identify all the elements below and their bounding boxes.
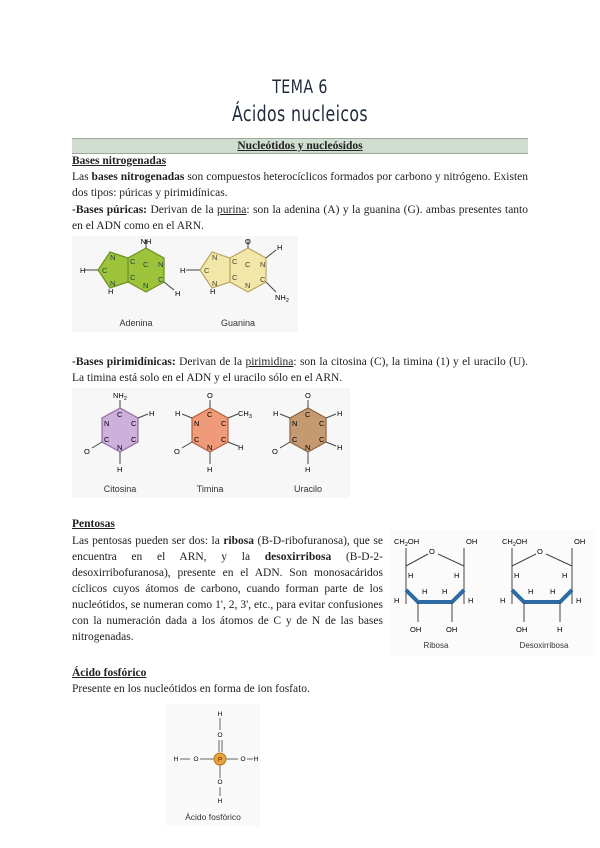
bases-puricas-text: -Bases púricas: Derivan de la purina: son la adenina (A) y la guanina (G). ambas presentes tanto en el ADN como en el ARN. — [72, 204, 528, 232]
uracil-h-left: H — [273, 409, 279, 418]
adenine-c8: C — [102, 266, 108, 275]
fosforico-text: Presente en los nucleótidos en forma de ion fosfato. — [72, 683, 310, 695]
purines-figure-bg — [72, 236, 298, 332]
phos-h-bottom: H — [217, 798, 223, 805]
deoxyribose-caption: Desoxirribosa — [519, 641, 569, 650]
thymine-c4: C — [207, 410, 213, 419]
fosforico-heading: Ácido fosfórico — [72, 667, 147, 679]
cytosine-c5: C — [131, 419, 137, 428]
guanine-c6: C — [245, 260, 251, 269]
pentosas-heading: Pentosas — [72, 518, 115, 530]
uracil-caption: Uracilo — [293, 484, 323, 494]
adenine-n3: N — [143, 281, 149, 290]
phosphoric-caption: Ácido fosfórico — [185, 812, 241, 822]
adenine-c2: C — [158, 275, 164, 284]
adenine-c1: C — [143, 260, 149, 269]
thymine-h-left: H — [175, 409, 181, 418]
phos-h-top: H — [217, 711, 223, 718]
bases-heading: Bases nitrogenadas — [72, 155, 167, 167]
guanine-h-bottom: H — [210, 287, 216, 296]
adenine-h-bottom: H — [108, 287, 114, 296]
uracil-n3: N — [292, 419, 298, 428]
cytosine-nh2: $NH_2$ — [113, 391, 127, 402]
uracil-h-right: H — [337, 443, 343, 452]
deoxy-h3: H — [500, 596, 506, 605]
phos-o-right: O — [240, 756, 246, 763]
document-subtitle: Ácidos nucleicos — [232, 102, 368, 126]
thymine-o-top: O — [207, 391, 213, 400]
adenine-n9: N — [110, 279, 116, 288]
thymine-o-bottom: O — [174, 447, 180, 456]
thymine-c2: C — [194, 435, 200, 444]
thymine-n1: N — [207, 443, 213, 452]
pentosas-text: Las pentosas pueden ser dos: la ribosa (Β-D-ribofuranosa), que se encuentra en el ARN, y la desoxirribosa (Β-D-2-desoxirribofuranosa), presente en el ADN. Son monosacáridos cíclicos cuyos átomos de carbono, cuando forman parte de los nucleótidos, se numeran como 1', 2, 3', etc., para evitar confusiones con la numeración dada a los átomos de C y de N de las bases nitrogenadas. — [72, 535, 384, 643]
cytosine-n1: N — [117, 443, 123, 452]
thymine-c6: C — [221, 435, 227, 444]
adenine-nh2: NH — [140, 237, 152, 246]
phosphoric-acid-figure — [166, 704, 260, 826]
adenine-caption: Adenina — [119, 318, 153, 328]
uracil-h-top-right: H — [337, 409, 343, 418]
uracil-o-top: O — [305, 391, 311, 400]
deoxy-oh-left: OH — [516, 625, 528, 634]
deoxy-oh-top: OH — [574, 537, 586, 546]
ribose-caption: Ribosa — [423, 641, 449, 650]
cytosine-o: O — [84, 447, 90, 456]
cytosine-n3: N — [104, 419, 110, 428]
deoxy-h2: H — [562, 571, 568, 580]
cytosine-h1: H — [149, 409, 155, 418]
phos-h-right: H — [253, 756, 259, 763]
uracil-c4: C — [305, 410, 311, 419]
cytosine-caption: Citosina — [103, 484, 137, 494]
thymine-c5: C — [221, 419, 227, 428]
ribose-ch2oh: $CH_2OH$ — [394, 537, 420, 548]
adenine-h-left: H — [80, 266, 86, 275]
section-banner — [72, 138, 528, 154]
ribose-oh-left: OH — [410, 625, 422, 634]
section-banner-label: Nucleótidos y nucleósidos — [237, 140, 363, 152]
cytosine-c4: C — [117, 410, 123, 419]
guanine-h-left: H — [180, 266, 186, 275]
guanine-n7: N — [212, 253, 218, 262]
guanine-c8: C — [204, 266, 210, 275]
deoxy-h5: H — [528, 587, 534, 596]
phos-p: P — [217, 756, 223, 764]
phos-o-bottom: O — [217, 779, 223, 786]
uracil-o-bottom: O — [272, 447, 278, 456]
uracil-c5: C — [319, 419, 325, 428]
ribose-oh-top: OH — [466, 537, 478, 546]
ribose-ring-o: O — [429, 547, 435, 556]
ribose-h3: H — [394, 596, 400, 605]
deoxy-ch2oh: $CH_2OH$ — [502, 537, 528, 548]
deoxy-h6: H — [550, 587, 556, 596]
guanine-n3: N — [245, 281, 251, 290]
adenine-n7: N — [110, 253, 116, 262]
pentoses-figure-bg — [390, 530, 596, 656]
ribose-h4: H — [468, 596, 474, 605]
document-title: TEMA 6 — [272, 76, 328, 98]
thymine-ch3: $CH_3$ — [238, 409, 252, 420]
guanine-c4: C — [232, 273, 238, 282]
phos-o-left: O — [193, 756, 199, 763]
bases-intro: Las bases nitrogenadas son compuestos heterocíclicos formados por carbono y nitrógeno. Existen dos tipos: púricas y pirimidínicas. — [72, 171, 528, 199]
thymine-h-right: H — [238, 443, 244, 452]
guanine-caption: Guanina — [220, 318, 256, 328]
adenine-n1: N — [158, 260, 164, 269]
phos-h-left: H — [173, 756, 179, 763]
adenine-c4: C — [130, 273, 136, 282]
ribose-h2: H — [454, 571, 460, 580]
deoxy-h1: H — [514, 571, 520, 580]
ribose-oh-right: OH — [446, 625, 458, 634]
thymine-n3: N — [194, 419, 200, 428]
guanine-c2: C — [260, 275, 266, 284]
uracil-n1: N — [305, 443, 311, 452]
deoxy-h-bottom: H — [557, 625, 563, 634]
cytosine-h2: H — [117, 465, 123, 474]
adenine-h-right: H — [175, 289, 181, 298]
phosphoric-figure-bg — [166, 704, 260, 826]
guanine-n1: N — [260, 260, 266, 269]
ribose-h5: H — [422, 587, 428, 596]
pyrimidines-figure — [72, 388, 350, 498]
deoxy-h4: H — [576, 596, 582, 605]
uracil-c2: C — [292, 435, 298, 444]
ribose-h1: H — [408, 571, 414, 580]
bases-pirimidinicas-text: -Bases pirimidínicas: Derivan de la pirimidina: son la citosina (C), la timina (1) y el uracilo (U). La timina está solo en el ADN y el uracilo sólo en el ARN. — [72, 356, 528, 384]
uracil-c6: C — [319, 435, 325, 444]
uracil-h-bottom: H — [305, 465, 311, 474]
guanine-n9: N — [212, 279, 218, 288]
cytosine-c6: C — [131, 435, 137, 444]
thymine-caption: Timina — [196, 484, 224, 494]
pentoses-figure — [390, 530, 596, 656]
purines-figure — [72, 236, 298, 332]
adenine-c5: C — [130, 257, 136, 266]
guanine-nh2: $NH_2$ — [275, 293, 289, 304]
cytosine-c2: C — [104, 435, 110, 444]
thymine-h-bottom: H — [207, 465, 213, 474]
ribose-h6: H — [442, 587, 448, 596]
guanine-c5: C — [232, 257, 238, 266]
guanine-h-right: H — [277, 243, 283, 252]
deoxy-ring-o: O — [537, 547, 543, 556]
guanine-o: O — [245, 237, 251, 246]
phos-o-top: O — [217, 732, 223, 739]
